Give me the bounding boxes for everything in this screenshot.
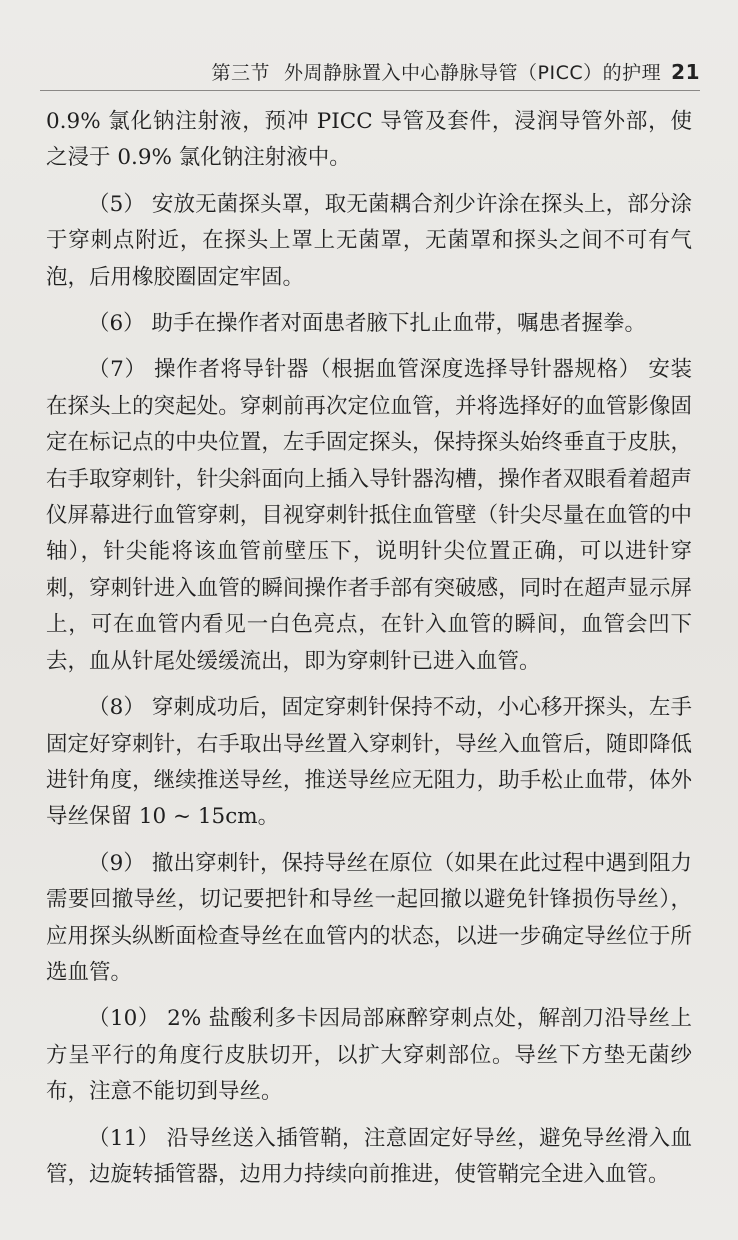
paragraph-step-9: （9） 撤出穿刺针，保持导丝在原位（如果在此过程中遇到阻力需要回撤导丝，切记要把针和导丝一起回撤以避免针锋损伤导丝），应用探头纵断面检查导丝在血管内的状态，以进一步确定导丝位于所选血管。 [46, 850, 692, 985]
header-title: 外周静脉置入中心静脉导管（PICC）的护理 [284, 62, 662, 84]
paragraph-step-8: （8） 穿刺成功后，固定穿刺针保持不动，小心移开探头，左手固定好穿刺针，右手取出导丝置入穿刺针，导丝入血管后，随即降低进针角度，继续推送导丝，推送导丝应无阻力，助手松止血带，体外导丝保留 10 ~ 15cm。 [46, 695, 692, 830]
paragraph-step-10: （10） 2% 盐酸利多卡因局部麻醉穿刺点处，解剖刀沿导丝上方呈平行的角度行皮肤切开，以扩大穿刺部位。导丝下方垫无菌纱布，注意不能切到导丝。 [46, 1006, 692, 1105]
running-header [40, 58, 700, 85]
paragraph-step-7: （7） 操作者将导针器（根据血管深度选择导针器规格） 安装在探头上的突起处。穿刺前再次定位血管，并将选择好的血管影像固定在标记点的中央位置，左手固定探头，保持探头始终垂直于皮肤，右手取穿刺针，针尖斜面向上插入导针器沟槽，操作者双眼看着超声仪屏幕进行血管穿刺，目视穿刺针抵住血管壁（针尖尽量在血管的中轴），针尖能将该血管前壁压下，说明针尖位置正确，可以进针穿刺，穿刺针进入血管的瞬间操作者手部有突破感，同时在超声显示屏上，可在血管内看见一白色亮点，在针入血管的瞬间，血管会凹下去，血从针尾处缓缓流出，即为穿刺针已进入血管。 [46, 357, 692, 674]
header-divider [40, 90, 700, 91]
page-body [46, 104, 692, 1203]
paragraph-step-11: （11） 沿导丝送入插管鞘，注意固定好导丝，避免导丝滑入血管，边旋转插管器，边用力持续向前推进，使管鞘完全进入血管。 [46, 1125, 692, 1187]
page-number: 21 [671, 60, 700, 84]
paragraph-step-6: （6） 助手在操作者对面患者腋下扎止血带，嘱患者握拳。 [88, 311, 647, 337]
paragraph-continuation: 0.9% 氯化钠注射液，预冲 PICC 导管及套件，浸润导管外部，使之浸于 0.9% 氯化钠注射液中。 [46, 109, 692, 171]
header-section: 第三节 [211, 62, 271, 84]
paragraph-step-5: （5） 安放无菌探头罩，取无菌耦合剂少许涂在探头上，部分涂于穿刺点附近，在探头上罩上无菌罩，无菌罩和探头之间不可有气泡，后用橡胶圈固定牢固。 [46, 191, 692, 290]
